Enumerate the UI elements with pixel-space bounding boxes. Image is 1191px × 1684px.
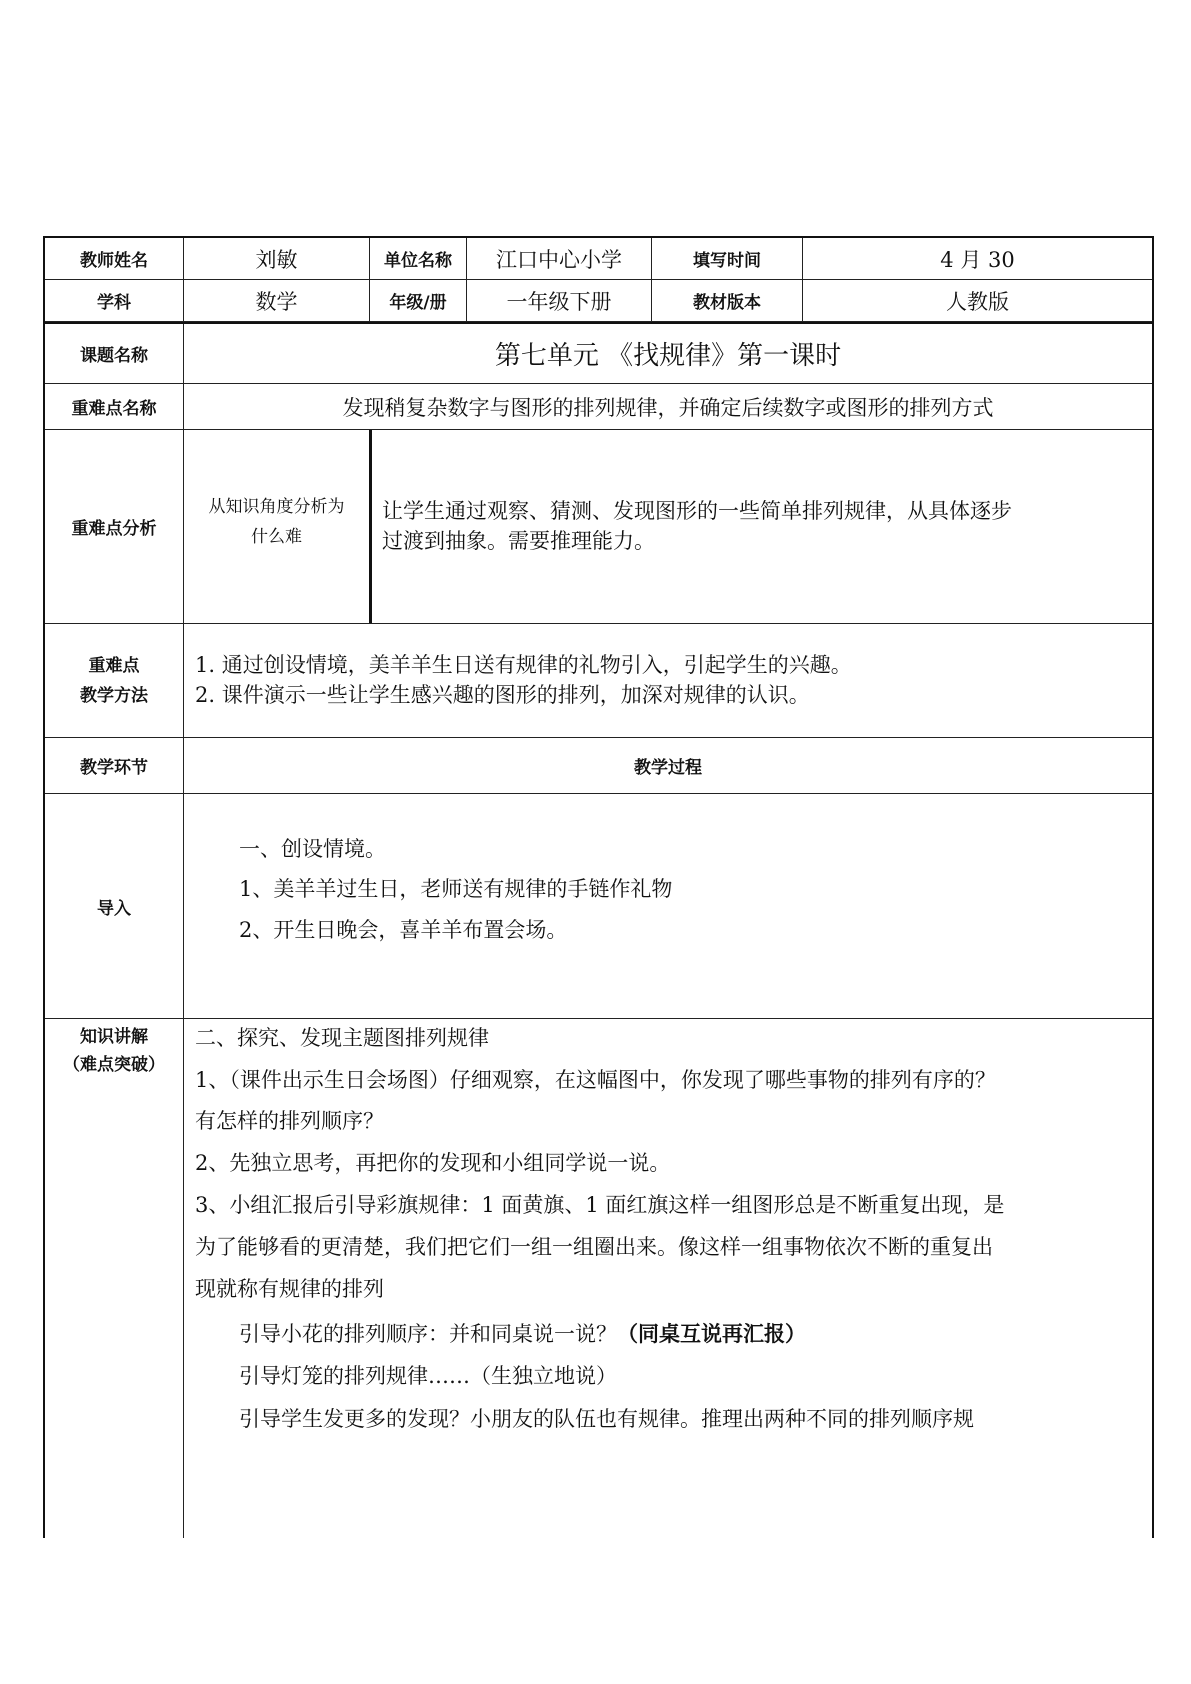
process-header-row xyxy=(45,738,1152,794)
subject-value: 数学 xyxy=(184,280,370,321)
analysis-sub-label-line1: 从知识角度分析为 xyxy=(208,496,345,517)
analysis-label: 重难点分析 xyxy=(45,430,184,623)
intro-row xyxy=(45,794,1152,1019)
edition-value: 人教版 xyxy=(946,289,1009,314)
method-row xyxy=(45,624,1152,738)
unit-value: 江口中心小学 xyxy=(467,238,652,279)
intro-line-2: 1、美羊羊过生日，老师送有规律的手链作礼物 xyxy=(239,877,673,901)
knowledge-line-1: 二、探究、发现主题图排列规律 xyxy=(195,1026,489,1050)
date-value: 4 月 30 xyxy=(940,247,1015,272)
teacher-label: 教师姓名 xyxy=(45,238,184,279)
method-label xyxy=(45,624,184,737)
intro-label: 导入 xyxy=(45,794,184,1018)
key-point-row xyxy=(45,384,1152,430)
knowledge-line-3: 有怎样的排列顺序？ xyxy=(195,1109,384,1133)
analysis-text-line2: 过渡到抽象。需要推理能力。 xyxy=(382,529,655,553)
knowledge-line-8-bold: （同桌互说再汇报） xyxy=(617,1322,806,1346)
topic-label: 课题名称 xyxy=(45,324,184,383)
process-label: 教学过程 xyxy=(634,758,702,778)
process-stage-label: 教学环节 xyxy=(45,738,184,793)
knowledge-row xyxy=(45,1019,1152,1538)
knowledge-label-line2: （难点突破） xyxy=(63,1055,165,1075)
key-point-value: 发现稍复杂数字与图形的排列规律，并确定后续数字或图形的排列方式 xyxy=(342,395,994,420)
knowledge-label-line1: 知识讲解 xyxy=(80,1027,148,1047)
knowledge-line-10: 引导学生发更多的发现？小朋友的队伍也有规律。推理出两种不同的排列顺序规 xyxy=(239,1407,974,1431)
subject-label: 学科 xyxy=(45,280,184,321)
knowledge-line-5: 3、小组汇报后引导彩旗规律：1 面黄旗、1 面红旗这样一组图形总是不断重复出现，是 xyxy=(195,1193,1005,1217)
edition-label: 教材版本 xyxy=(652,280,803,321)
analysis-sub-label-line2: 什么难 xyxy=(251,526,302,547)
method-label-line2: 教学方法 xyxy=(80,685,148,706)
knowledge-line-4: 2、先独立思考，再把你的发现和小组同学说一说。 xyxy=(195,1151,671,1175)
knowledge-line-8 xyxy=(239,1319,806,1349)
header-row-1 xyxy=(45,238,1152,280)
knowledge-line-6: 为了能够看的更清楚，我们把它们一组一组圈出来。像这样一组事物依次不断的重复出 xyxy=(195,1235,993,1259)
knowledge-line-8-text: 引导小花的排列顺序：并和同桌说一说？ xyxy=(239,1322,617,1346)
knowledge-line-7: 现就称有规律的排列 xyxy=(195,1277,384,1301)
teacher-value: 刘敏 xyxy=(184,238,370,279)
header-row-2 xyxy=(45,280,1152,322)
method-label-line1: 重难点 xyxy=(88,655,140,676)
knowledge-line-2: 1、（课件出示生日会场图）仔细观察，在这幅图中，你发现了哪些事物的排列有序的？ xyxy=(195,1068,996,1092)
intro-line-1: 一、创设情境。 xyxy=(239,837,386,861)
analysis-sub-label xyxy=(184,430,372,623)
analysis-row xyxy=(45,430,1152,624)
method-item-2: 2. 课件演示一些让学生感兴趣的图形的排列，加深对规律的认识。 xyxy=(195,683,810,707)
grade-label: 年级/册 xyxy=(370,280,467,321)
topic-row xyxy=(45,322,1152,384)
knowledge-line-9: 引导灯笼的排列规律……（生独立地说） xyxy=(239,1364,617,1388)
topic-value: 第七单元 《找规律》第一课时 xyxy=(494,341,842,371)
unit-label: 单位名称 xyxy=(370,238,467,279)
knowledge-label xyxy=(45,1019,184,1538)
grade-value: 一年级下册 xyxy=(467,280,652,321)
lesson-plan-table xyxy=(43,236,1154,1538)
date-label: 填写时间 xyxy=(652,238,803,279)
intro-line-3: 2、开生日晚会，喜羊羊布置会场。 xyxy=(239,918,568,942)
key-point-label: 重难点名称 xyxy=(45,384,184,429)
analysis-text-line1: 让学生通过观察、猜测、发现图形的一些简单排列规律，从具体逐步 xyxy=(382,499,1012,523)
method-item-1: 1. 通过创设情境，美羊羊生日送有规律的礼物引入，引起学生的兴趣。 xyxy=(195,653,852,677)
